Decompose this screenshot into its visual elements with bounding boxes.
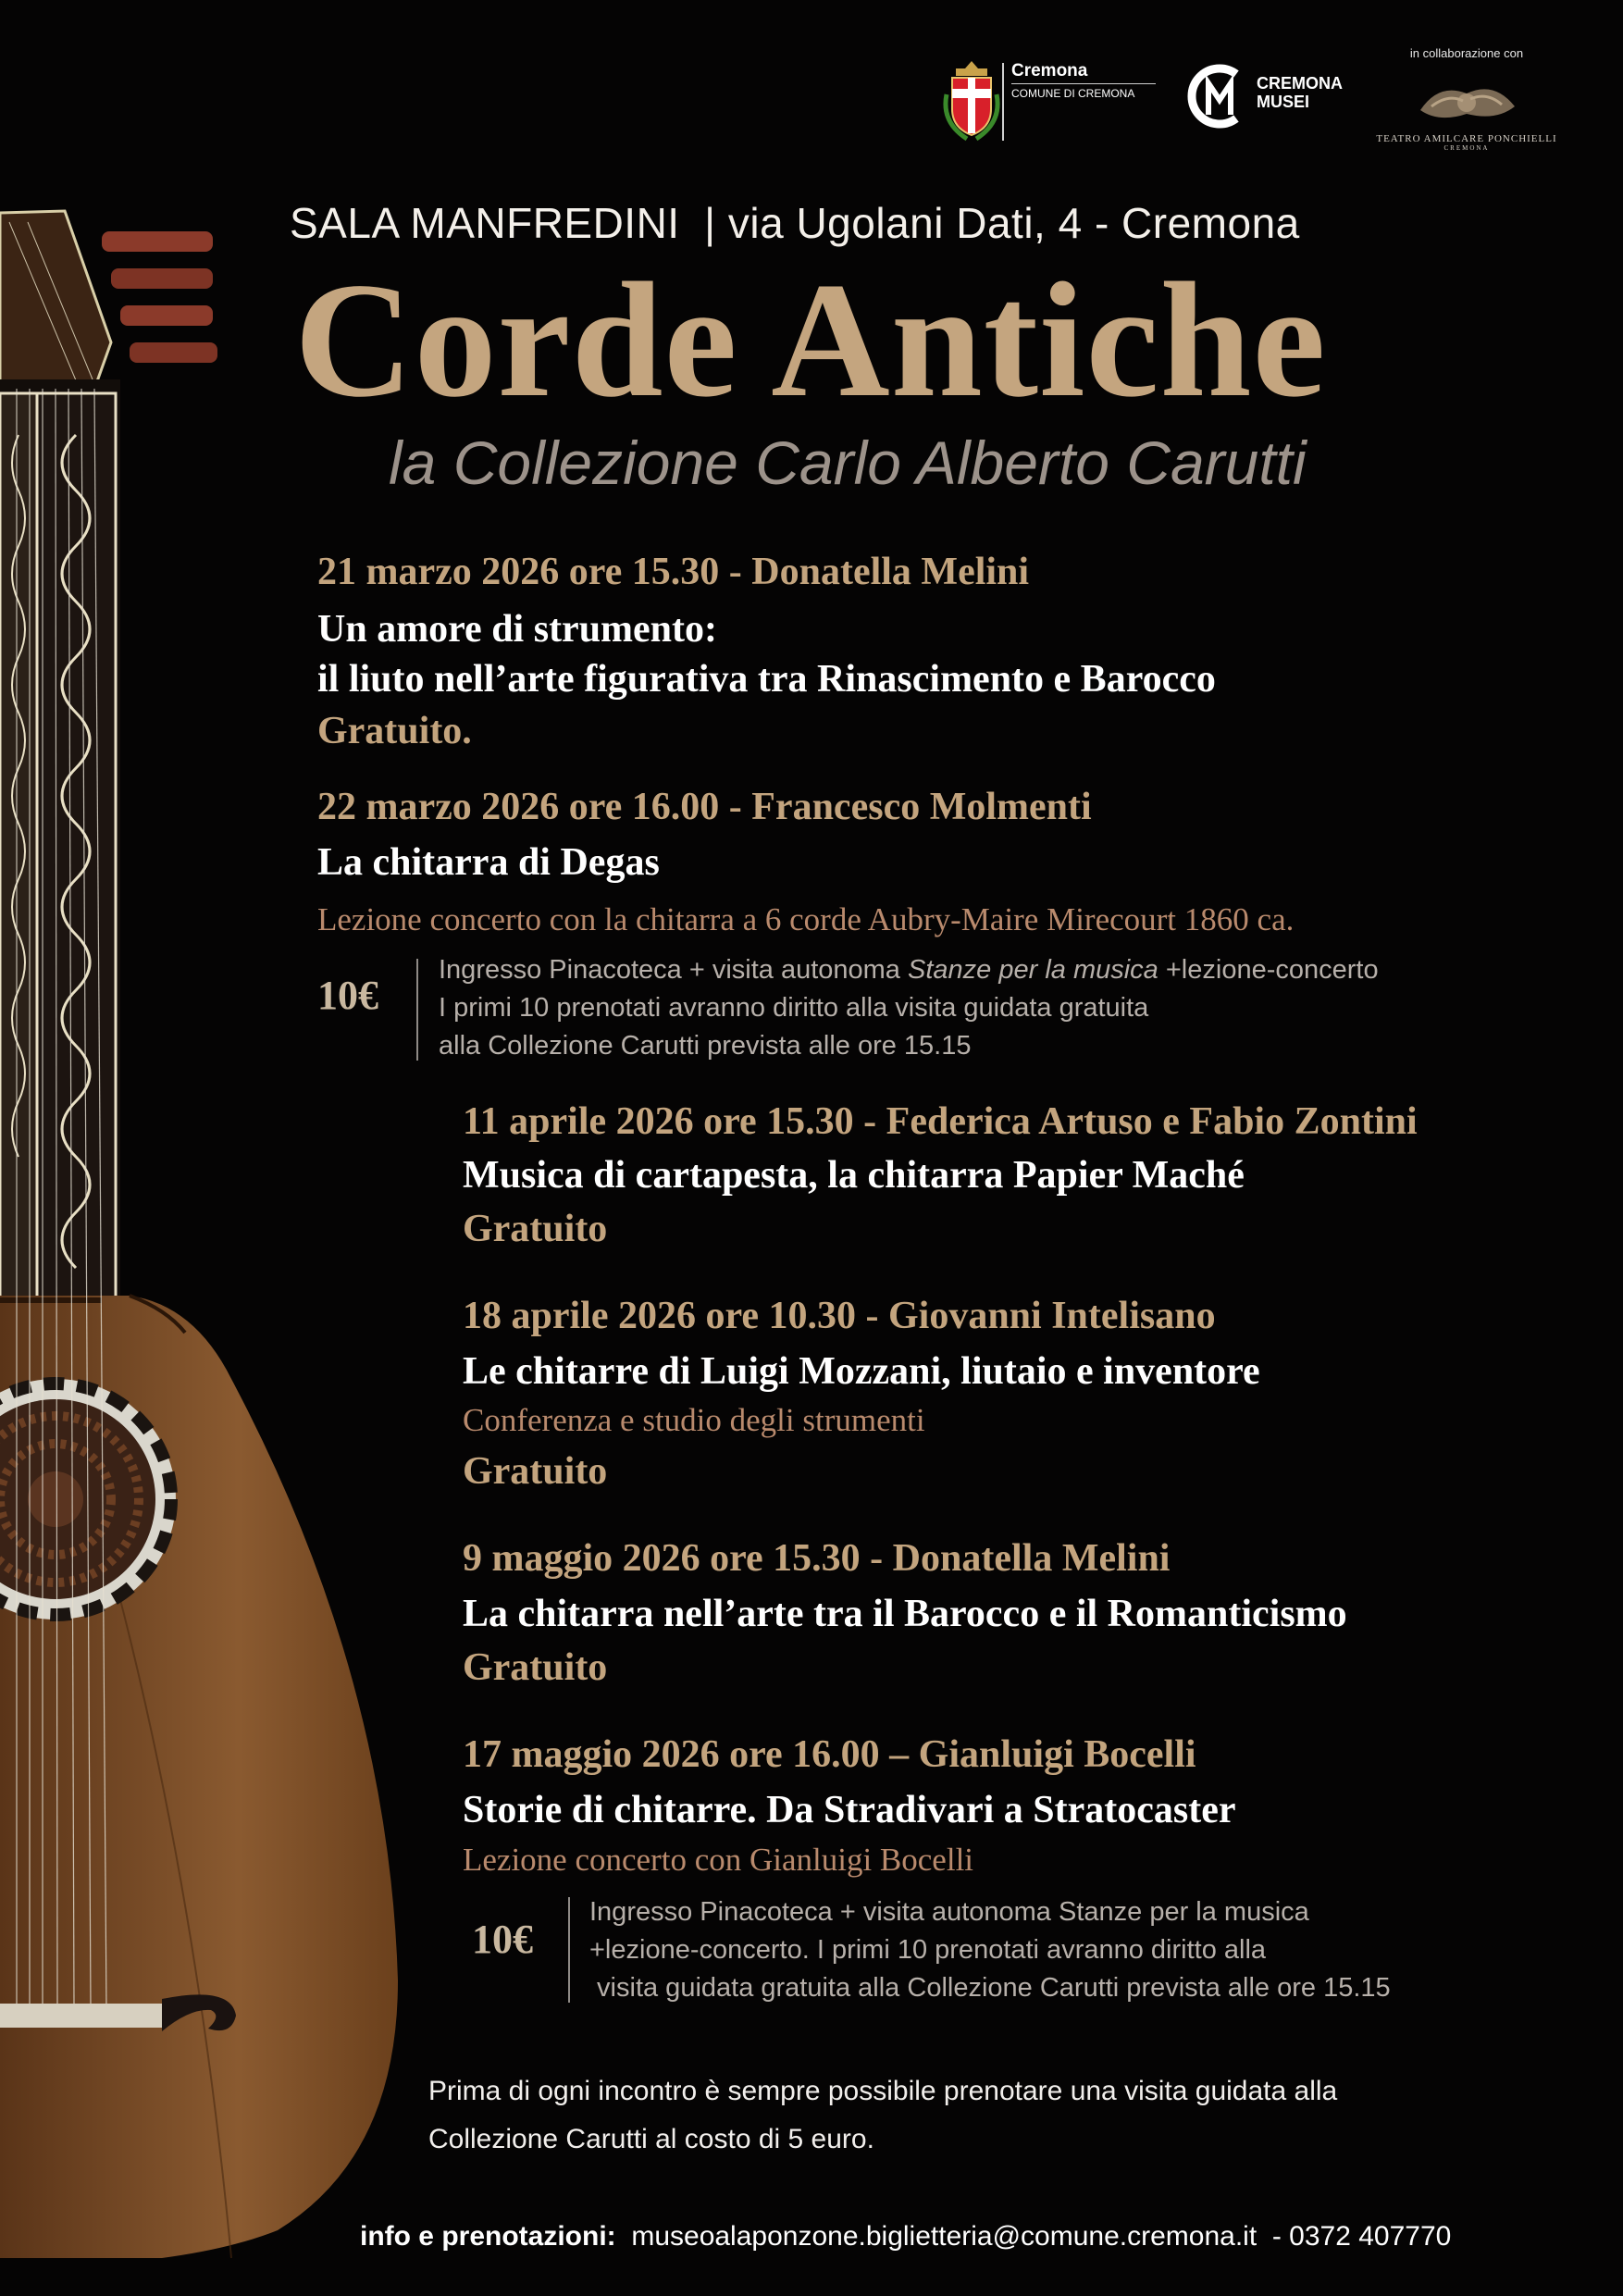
comune-subtitle: COMUNE DI CREMONA bbox=[1011, 87, 1135, 100]
event-price: 10€ bbox=[317, 973, 378, 1018]
teatro-city: CREMONA bbox=[1443, 144, 1490, 152]
event-date: 21 marzo 2026 ore 15.30 - Donatella Melini bbox=[317, 551, 1030, 593]
contact-info bbox=[360, 2221, 1451, 2253]
event-title: Un amore di strumento: bbox=[317, 608, 718, 651]
venue-address: SALA MANFREDINI | via Ugolani Dati, 4 - Cremona bbox=[290, 199, 1300, 247]
teatro-emblem-icon bbox=[1411, 73, 1522, 129]
lute-neck bbox=[0, 379, 120, 1300]
comune-name: Cremona bbox=[1011, 61, 1088, 81]
note-italic-text: Stanze per la musica bbox=[908, 955, 1158, 985]
price-divider bbox=[568, 1897, 570, 2003]
event-date: 11 aprile 2026 ore 15.30 - Federica Artuso e Fabio Zontini bbox=[463, 1100, 1418, 1143]
event-note-line-1 bbox=[439, 951, 1379, 989]
cremona-coat-of-arms-icon bbox=[939, 57, 1004, 143]
booking-note-line-2: Collezione Carutti al costo di 5 euro. bbox=[428, 2124, 874, 2154]
collab-label: in collaborazione con bbox=[1409, 46, 1524, 60]
logo-divider bbox=[1002, 63, 1004, 141]
event-note-line-2: I primi 10 prenotati avranno diritto alla visita guidata gratuita bbox=[439, 993, 1149, 1023]
page-title: Corde Antiche bbox=[294, 248, 1327, 431]
event-title: La chitarra di Degas bbox=[317, 841, 660, 884]
musei-label-2: MUSEI bbox=[1257, 93, 1310, 111]
page-subtitle: la Collezione Carlo Alberto Carutti bbox=[389, 428, 1307, 497]
event-date: 9 maggio 2026 ore 15.30 - Donatella Melini bbox=[463, 1537, 1171, 1580]
event-note-line-3: alla Collezione Carutti prevista alle ore 15.15 bbox=[439, 1031, 972, 1061]
event-date: 18 aprile 2026 ore 10.30 - Giovanni Intelisano bbox=[463, 1295, 1216, 1337]
price-divider bbox=[416, 959, 418, 1061]
event-price: Gratuito bbox=[463, 1208, 608, 1250]
event-note-line-1: Ingresso Pinacoteca + visita autonoma Stanze per la musica bbox=[589, 1897, 1309, 1927]
cremona-musei-logo bbox=[1186, 61, 1343, 136]
lute-illustration bbox=[0, 194, 444, 2258]
event-description: Lezione concerto con la chitarra a 6 corde Aubry-Maire Mirecourt 1860 ca. bbox=[317, 901, 1295, 937]
lute-pegbox bbox=[0, 211, 217, 407]
musei-label-1: CREMONA bbox=[1257, 74, 1343, 93]
note-text: Ingresso Pinacoteca + visita autonoma bbox=[439, 955, 908, 985]
booking-note bbox=[428, 2067, 1337, 2164]
contact-value: museoalaponzone.biglietteria@comune.cremona.it - 0372 407770 bbox=[631, 2221, 1452, 2252]
contact-label: info e prenotazioni: bbox=[360, 2221, 616, 2252]
event-title: Musica di cartapesta, la chitarra Papier Maché bbox=[463, 1154, 1245, 1197]
comune-di-cremona-logo bbox=[939, 57, 1135, 147]
event-note-line-2: +lezione-concerto. I primi 10 prenotati avranno diritto alla bbox=[589, 1935, 1267, 1965]
event-title-line-2: il liuto nell’arte figurativa tra Rinascimento e Barocco bbox=[317, 658, 1216, 701]
event-title: Storie di chitarre. Da Stradivari a Stratocaster bbox=[463, 1789, 1236, 1831]
event-title: La chitarra nell’arte tra il Barocco e il Romanticismo bbox=[463, 1593, 1347, 1635]
event-price: Gratuito bbox=[463, 1450, 608, 1493]
event-date: 22 marzo 2026 ore 16.00 - Francesco Molmenti bbox=[317, 786, 1092, 828]
event-date: 17 maggio 2026 ore 16.00 – Gianluigi Bocelli bbox=[463, 1733, 1196, 1776]
event-description: Lezione concerto con Gianluigi Bocelli bbox=[463, 1842, 974, 1878]
booking-note-line-1: Prima di ogni incontro è sempre possibile prenotare una visita guidata alla bbox=[428, 2076, 1338, 2106]
event-description: Conferenza e studio degli strumenti bbox=[463, 1402, 925, 1438]
event-price: Gratuito bbox=[463, 1646, 608, 1689]
note-text: +lezione-concerto bbox=[1158, 955, 1379, 985]
cremona-musei-mark-icon bbox=[1186, 61, 1253, 131]
event-note-line-3: visita guidata gratuita alla Collezione Carutti prevista alle ore 15.15 bbox=[589, 1973, 1391, 2003]
event-title: Le chitarre di Luigi Mozzani, liutaio e inventore bbox=[463, 1350, 1260, 1393]
teatro-ponchielli-logo bbox=[1369, 46, 1564, 152]
event-price: 10€ bbox=[472, 1917, 533, 1962]
event-price: Gratuito. bbox=[317, 710, 472, 752]
teatro-name: TEATRO AMILCARE PONCHIELLI bbox=[1376, 133, 1557, 144]
logo-rule bbox=[1011, 83, 1156, 84]
